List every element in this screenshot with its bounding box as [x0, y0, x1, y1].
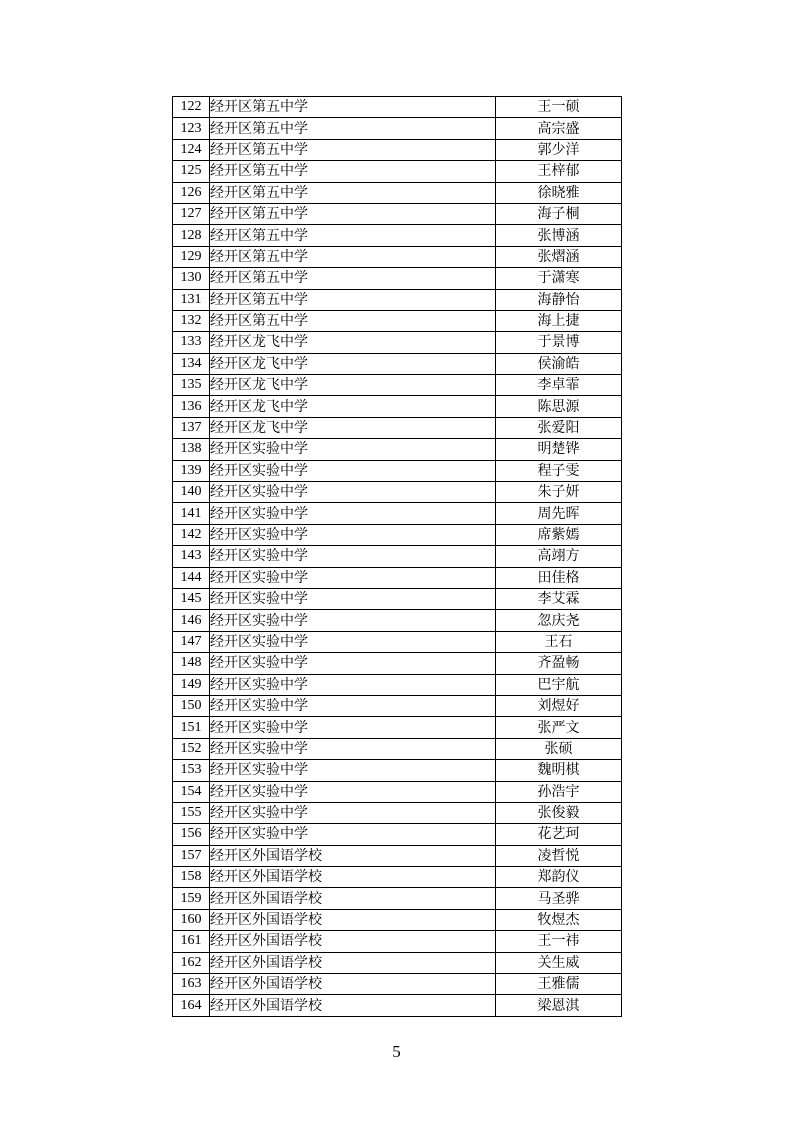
school-name-cell: 经开区第五中学 — [210, 97, 496, 118]
school-name-cell: 经开区第五中学 — [210, 203, 496, 224]
table-row — [173, 439, 622, 460]
school-name-cell: 经开区实验中学 — [210, 674, 496, 695]
row-number-cell: 164 — [173, 995, 210, 1016]
student-name-cell: 关生威 — [496, 952, 622, 973]
row-number-cell: 133 — [173, 332, 210, 353]
school-name-cell: 经开区实验中学 — [210, 781, 496, 802]
row-number-cell: 140 — [173, 482, 210, 503]
row-number-cell: 127 — [173, 203, 210, 224]
student-name-cell: 王石 — [496, 631, 622, 652]
row-number-cell: 161 — [173, 931, 210, 952]
table-row — [173, 139, 622, 160]
row-number-cell: 151 — [173, 717, 210, 738]
school-name-cell: 经开区实验中学 — [210, 524, 496, 545]
student-name-cell: 高翊方 — [496, 546, 622, 567]
table-row — [173, 460, 622, 481]
school-name-cell: 经开区实验中学 — [210, 824, 496, 845]
table-row — [173, 631, 622, 652]
table-row — [173, 246, 622, 267]
row-number-cell: 157 — [173, 845, 210, 866]
school-name-cell: 经开区实验中学 — [210, 610, 496, 631]
student-name-cell: 齐盈畅 — [496, 653, 622, 674]
table-row — [173, 738, 622, 759]
row-number-cell: 158 — [173, 867, 210, 888]
table-row — [173, 717, 622, 738]
student-name-cell: 梁恩淇 — [496, 995, 622, 1016]
row-number-cell: 135 — [173, 375, 210, 396]
school-name-cell: 经开区第五中学 — [210, 225, 496, 246]
row-number-cell: 132 — [173, 310, 210, 331]
school-name-cell: 经开区实验中学 — [210, 588, 496, 609]
student-roster-table — [172, 96, 622, 1017]
row-number-cell: 147 — [173, 631, 210, 652]
table-row — [173, 760, 622, 781]
student-name-cell: 于潇寒 — [496, 268, 622, 289]
roster-table-body — [173, 97, 622, 1017]
student-name-cell: 张俊毅 — [496, 802, 622, 823]
student-name-cell: 马圣骅 — [496, 888, 622, 909]
table-row — [173, 674, 622, 695]
student-name-cell: 张熠涵 — [496, 246, 622, 267]
student-name-cell: 明楚铧 — [496, 439, 622, 460]
school-name-cell: 经开区外国语学校 — [210, 845, 496, 866]
student-name-cell: 郑韵仪 — [496, 867, 622, 888]
school-name-cell: 经开区实验中学 — [210, 760, 496, 781]
table-row — [173, 567, 622, 588]
row-number-cell: 138 — [173, 439, 210, 460]
table-row — [173, 781, 622, 802]
row-number-cell: 145 — [173, 588, 210, 609]
student-name-cell: 孙浩宇 — [496, 781, 622, 802]
table-row — [173, 995, 622, 1016]
school-name-cell: 经开区外国语学校 — [210, 995, 496, 1016]
table-row — [173, 931, 622, 952]
table-row — [173, 610, 622, 631]
school-name-cell: 经开区龙飞中学 — [210, 417, 496, 438]
row-number-cell: 160 — [173, 909, 210, 930]
table-row — [173, 482, 622, 503]
school-name-cell: 经开区龙飞中学 — [210, 396, 496, 417]
row-number-cell: 148 — [173, 653, 210, 674]
school-name-cell: 经开区外国语学校 — [210, 888, 496, 909]
table-row — [173, 802, 622, 823]
student-name-cell: 徐晓雅 — [496, 182, 622, 203]
school-name-cell: 经开区龙飞中学 — [210, 353, 496, 374]
table-row — [173, 888, 622, 909]
student-name-cell: 忽庆尧 — [496, 610, 622, 631]
school-name-cell: 经开区外国语学校 — [210, 867, 496, 888]
student-name-cell: 刘煜好 — [496, 695, 622, 716]
row-number-cell: 163 — [173, 974, 210, 995]
student-name-cell: 李卓霏 — [496, 375, 622, 396]
table-row — [173, 310, 622, 331]
school-name-cell: 经开区实验中学 — [210, 653, 496, 674]
row-number-cell: 156 — [173, 824, 210, 845]
table-row — [173, 97, 622, 118]
school-name-cell: 经开区实验中学 — [210, 439, 496, 460]
school-name-cell: 经开区第五中学 — [210, 139, 496, 160]
row-number-cell: 130 — [173, 268, 210, 289]
school-name-cell: 经开区外国语学校 — [210, 909, 496, 930]
table-row — [173, 824, 622, 845]
student-name-cell: 张硕 — [496, 738, 622, 759]
school-name-cell: 经开区实验中学 — [210, 717, 496, 738]
row-number-cell: 142 — [173, 524, 210, 545]
page-number: 5 — [392, 1042, 401, 1061]
school-name-cell: 经开区实验中学 — [210, 567, 496, 588]
student-name-cell: 周先晖 — [496, 503, 622, 524]
school-name-cell: 经开区实验中学 — [210, 802, 496, 823]
student-name-cell: 张爱阳 — [496, 417, 622, 438]
school-name-cell: 经开区实验中学 — [210, 546, 496, 567]
school-name-cell: 经开区实验中学 — [210, 695, 496, 716]
row-number-cell: 122 — [173, 97, 210, 118]
row-number-cell: 143 — [173, 546, 210, 567]
school-name-cell: 经开区龙飞中学 — [210, 375, 496, 396]
table-row — [173, 417, 622, 438]
student-name-cell: 海静怡 — [496, 289, 622, 310]
table-row — [173, 182, 622, 203]
row-number-cell: 150 — [173, 695, 210, 716]
table-row — [173, 909, 622, 930]
student-name-cell: 陈思源 — [496, 396, 622, 417]
student-name-cell: 郭少洋 — [496, 139, 622, 160]
student-name-cell: 侯渝皓 — [496, 353, 622, 374]
row-number-cell: 124 — [173, 139, 210, 160]
student-name-cell: 花艺珂 — [496, 824, 622, 845]
school-name-cell: 经开区实验中学 — [210, 460, 496, 481]
table-row — [173, 268, 622, 289]
table-row — [173, 867, 622, 888]
student-name-cell: 李艾霖 — [496, 588, 622, 609]
school-name-cell: 经开区外国语学校 — [210, 952, 496, 973]
row-number-cell: 155 — [173, 802, 210, 823]
row-number-cell: 152 — [173, 738, 210, 759]
school-name-cell: 经开区龙飞中学 — [210, 332, 496, 353]
school-name-cell: 经开区外国语学校 — [210, 974, 496, 995]
student-name-cell: 朱子妍 — [496, 482, 622, 503]
table-row — [173, 396, 622, 417]
table-row — [173, 225, 622, 246]
student-name-cell: 凌哲悦 — [496, 845, 622, 866]
school-name-cell: 经开区第五中学 — [210, 182, 496, 203]
school-name-cell: 经开区实验中学 — [210, 482, 496, 503]
table-row — [173, 952, 622, 973]
school-name-cell: 经开区第五中学 — [210, 289, 496, 310]
school-name-cell: 经开区第五中学 — [210, 246, 496, 267]
row-number-cell: 139 — [173, 460, 210, 481]
row-number-cell: 149 — [173, 674, 210, 695]
row-number-cell: 125 — [173, 161, 210, 182]
row-number-cell: 137 — [173, 417, 210, 438]
student-name-cell: 席紫嫣 — [496, 524, 622, 545]
student-name-cell: 高宗盛 — [496, 118, 622, 139]
row-number-cell: 123 — [173, 118, 210, 139]
row-number-cell: 162 — [173, 952, 210, 973]
table-row — [173, 161, 622, 182]
student-name-cell: 海上捷 — [496, 310, 622, 331]
student-name-cell: 张严文 — [496, 717, 622, 738]
table-row — [173, 588, 622, 609]
table-row — [173, 546, 622, 567]
student-name-cell: 魏明棋 — [496, 760, 622, 781]
student-name-cell: 王梓郁 — [496, 161, 622, 182]
school-name-cell: 经开区第五中学 — [210, 268, 496, 289]
row-number-cell: 136 — [173, 396, 210, 417]
row-number-cell: 144 — [173, 567, 210, 588]
row-number-cell: 131 — [173, 289, 210, 310]
row-number-cell: 128 — [173, 225, 210, 246]
student-name-cell: 王一硕 — [496, 97, 622, 118]
table-row — [173, 118, 622, 139]
row-number-cell: 146 — [173, 610, 210, 631]
student-name-cell: 牧煜杰 — [496, 909, 622, 930]
row-number-cell: 129 — [173, 246, 210, 267]
school-name-cell: 经开区实验中学 — [210, 738, 496, 759]
table-row — [173, 203, 622, 224]
row-number-cell: 134 — [173, 353, 210, 374]
school-name-cell: 经开区第五中学 — [210, 161, 496, 182]
table-row — [173, 289, 622, 310]
school-name-cell: 经开区实验中学 — [210, 503, 496, 524]
student-name-cell: 王雅儒 — [496, 974, 622, 995]
table-row — [173, 353, 622, 374]
row-number-cell: 159 — [173, 888, 210, 909]
school-name-cell: 经开区外国语学校 — [210, 931, 496, 952]
row-number-cell: 153 — [173, 760, 210, 781]
student-name-cell: 于景博 — [496, 332, 622, 353]
table-row — [173, 524, 622, 545]
table-row — [173, 695, 622, 716]
school-name-cell: 经开区第五中学 — [210, 310, 496, 331]
table-row — [173, 332, 622, 353]
row-number-cell: 154 — [173, 781, 210, 802]
student-name-cell: 田佳格 — [496, 567, 622, 588]
school-name-cell: 经开区实验中学 — [210, 631, 496, 652]
table-row — [173, 974, 622, 995]
table-row — [173, 653, 622, 674]
table-row — [173, 845, 622, 866]
school-name-cell: 经开区第五中学 — [210, 118, 496, 139]
student-name-cell: 王一祎 — [496, 931, 622, 952]
student-name-cell: 海子桐 — [496, 203, 622, 224]
row-number-cell: 126 — [173, 182, 210, 203]
student-name-cell: 巴宇航 — [496, 674, 622, 695]
student-name-cell: 张博涵 — [496, 225, 622, 246]
student-name-cell: 程子雯 — [496, 460, 622, 481]
table-row — [173, 503, 622, 524]
table-row — [173, 375, 622, 396]
row-number-cell: 141 — [173, 503, 210, 524]
